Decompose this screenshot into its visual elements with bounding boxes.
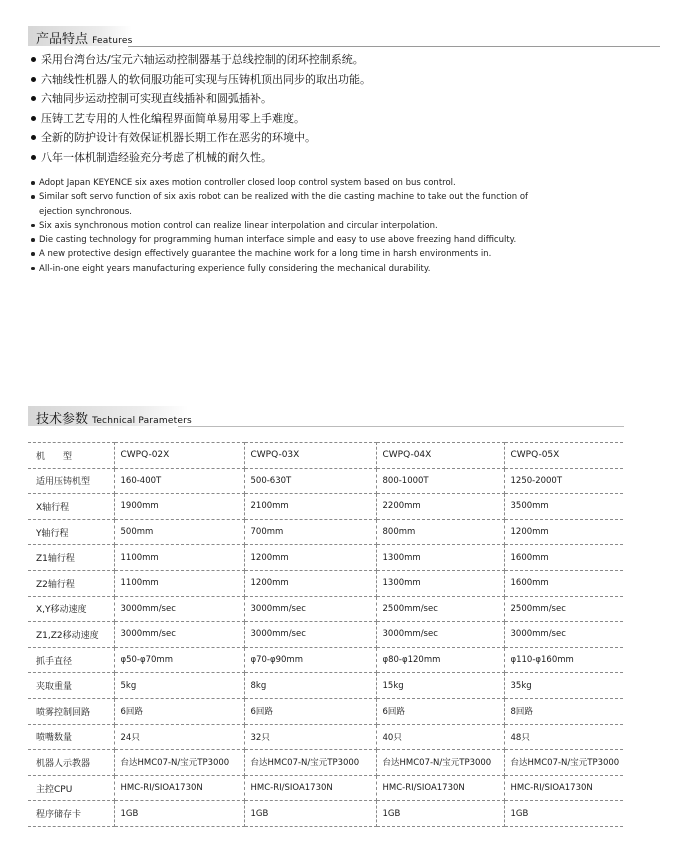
spec-value-cell: 1600mm <box>504 545 623 571</box>
tech-title <box>36 408 192 427</box>
feature-en-item: A new protective design effectively guarantee the machine work for a long time in harsh environments in. <box>30 247 530 261</box>
spec-value-cell: 8kg <box>244 673 376 699</box>
spec-model-cell: CWPQ-03X <box>244 443 376 469</box>
spec-value-cell: 160-400T <box>114 468 244 494</box>
spec-value-cell: 1200mm <box>504 519 623 545</box>
spec-value-cell: 2200mm <box>376 494 504 520</box>
spec-value-cell: 800mm <box>376 519 504 545</box>
feature-zh-item: 六轴线性机器人的软伺服功能可实现与压铸机顶出同步的取出功能。 <box>30 70 371 90</box>
spec-row <box>28 673 623 699</box>
features-title <box>36 28 132 47</box>
spec-row-label: 主控CPU <box>28 775 114 801</box>
spec-value-cell: HMC-RI/SIOA1730N <box>376 775 504 801</box>
spec-row <box>28 570 623 596</box>
spec-row-label: 夹取重量 <box>28 673 114 699</box>
spec-value-cell: 500-630T <box>244 468 376 494</box>
spec-value-cell: HMC-RI/SIOA1730N <box>244 775 376 801</box>
spec-value-cell: 35kg <box>504 673 623 699</box>
feature-en-item: Six axis synchronous motion control can realize linear interpolation and circular interpolation. <box>30 219 530 233</box>
spec-row <box>28 545 623 571</box>
spec-row <box>28 647 623 673</box>
spec-value-cell: 3000mm/sec <box>376 622 504 648</box>
spec-value-cell: 1200mm <box>244 570 376 596</box>
spec-table-body <box>28 443 623 827</box>
spec-value-cell: φ70-φ90mm <box>244 647 376 673</box>
spec-value-cell: 15kg <box>376 673 504 699</box>
feature-zh-item: 采用台湾台达/宝元六轴运动控制器基于总线控制的闭环控制系统。 <box>30 50 371 70</box>
feature-zh-item: 全新的防护设计有效保证机器长期工作在恶劣的环境中。 <box>30 128 371 148</box>
spec-row <box>28 801 623 827</box>
spec-row <box>28 724 623 750</box>
spec-value-cell: 台达HMC07-N/宝元TP3000 <box>376 750 504 776</box>
spec-value-cell: 1600mm <box>504 570 623 596</box>
spec-value-cell: 8回路 <box>504 698 623 724</box>
spec-row <box>28 494 623 520</box>
spec-value-cell: 1GB <box>376 801 504 827</box>
spec-value-cell: HMC-RI/SIOA1730N <box>114 775 244 801</box>
feature-zh-item: 六轴同步运动控制可实现直线插补和圆弧插补。 <box>30 89 371 109</box>
spec-row <box>28 698 623 724</box>
tech-title-en: Technical Parameters <box>92 416 192 426</box>
spec-value-cell: φ50-φ70mm <box>114 647 244 673</box>
spec-row <box>28 468 623 494</box>
spec-value-cell: 台达HMC07-N/宝元TP3000 <box>504 750 623 776</box>
spec-row <box>28 596 623 622</box>
spec-row-label: 抓手直径 <box>28 647 114 673</box>
spec-row-label: 适用压铸机型 <box>28 468 114 494</box>
feature-zh-item: 压铸工艺专用的人性化编程界面简单易用零上手难度。 <box>30 109 371 129</box>
spec-row-label: X,Y移动速度 <box>28 596 114 622</box>
spec-model-cell: CWPQ-04X <box>376 443 504 469</box>
spec-value-cell: 1300mm <box>376 570 504 596</box>
features-title-en: Features <box>92 36 133 46</box>
spec-header-row <box>28 443 623 469</box>
spec-model-cell: CWPQ-02X <box>114 443 244 469</box>
spec-row-label: 喷嘴数量 <box>28 724 114 750</box>
spec-value-cell: φ110-φ160mm <box>504 647 623 673</box>
feature-en-item: Die casting technology for programming human interface simple and easy to use above freezing hand difficulty. <box>30 233 530 247</box>
spec-row-label: Z2轴行程 <box>28 570 114 596</box>
spec-row <box>28 750 623 776</box>
spec-value-cell: 3000mm/sec <box>504 622 623 648</box>
features-list-zh <box>30 50 371 167</box>
feature-en-item: Similar soft servo function of six axis robot can be realized with the die casting machine to take out the function of ejection synchronous. <box>30 190 530 219</box>
spec-value-cell: 48只 <box>504 724 623 750</box>
features-title-zh: 产品特点 <box>36 32 89 47</box>
feature-en-item: All-in-one eight years manufacturing experience fully considering the mechanical durability. <box>30 262 530 276</box>
spec-value-cell: 24只 <box>114 724 244 750</box>
spec-row-label: 喷雾控制回路 <box>28 698 114 724</box>
spec-value-cell: 1100mm <box>114 545 244 571</box>
spec-value-cell: 6回路 <box>244 698 376 724</box>
spec-value-cell: 40只 <box>376 724 504 750</box>
spec-value-cell: 1900mm <box>114 494 244 520</box>
tech-title-zh: 技术参数 <box>36 412 89 427</box>
spec-row-label: 机器人示教器 <box>28 750 114 776</box>
feature-zh-item: 八年一体机制造经验充分考虑了机械的耐久性。 <box>30 148 371 168</box>
spec-row-label: 机 型 <box>28 443 114 469</box>
spec-value-cell: 32只 <box>244 724 376 750</box>
spec-row-label: 程序储存卡 <box>28 801 114 827</box>
spec-value-cell: 1GB <box>114 801 244 827</box>
spec-value-cell: 800-1000T <box>376 468 504 494</box>
spec-row <box>28 622 623 648</box>
spec-value-cell: 2500mm/sec <box>376 596 504 622</box>
spec-value-cell: 台达HMC07-N/宝元TP3000 <box>244 750 376 776</box>
spec-value-cell: HMC-RI/SIOA1730N <box>504 775 623 801</box>
features-divider <box>128 46 660 47</box>
spec-value-cell: 2100mm <box>244 494 376 520</box>
spec-value-cell: φ80-φ120mm <box>376 647 504 673</box>
spec-value-cell: 2500mm/sec <box>504 596 623 622</box>
spec-value-cell: 1GB <box>244 801 376 827</box>
spec-value-cell: 700mm <box>244 519 376 545</box>
features-list-en <box>30 176 530 276</box>
spec-value-cell: 6回路 <box>376 698 504 724</box>
spec-value-cell: 3000mm/sec <box>244 596 376 622</box>
spec-value-cell: 500mm <box>114 519 244 545</box>
spec-value-cell: 3500mm <box>504 494 623 520</box>
spec-row-label: Z1轴行程 <box>28 545 114 571</box>
feature-en-item: Adopt Japan KEYENCE six axes motion controller closed loop control system based on bus control. <box>30 176 530 190</box>
spec-row-label: X轴行程 <box>28 494 114 520</box>
spec-row <box>28 519 623 545</box>
spec-value-cell: 台达HMC07-N/宝元TP3000 <box>114 750 244 776</box>
tech-divider <box>178 426 624 427</box>
spec-row <box>28 775 623 801</box>
spec-value-cell: 1250-2000T <box>504 468 623 494</box>
spec-row-label: Z1,Z2移动速度 <box>28 622 114 648</box>
spec-value-cell: 6回路 <box>114 698 244 724</box>
spec-table <box>28 442 623 827</box>
spec-value-cell: 1200mm <box>244 545 376 571</box>
spec-value-cell: 1300mm <box>376 545 504 571</box>
spec-value-cell: 3000mm/sec <box>114 622 244 648</box>
spec-model-cell: CWPQ-05X <box>504 443 623 469</box>
spec-value-cell: 5kg <box>114 673 244 699</box>
spec-row-label: Y轴行程 <box>28 519 114 545</box>
spec-value-cell: 1100mm <box>114 570 244 596</box>
spec-value-cell: 3000mm/sec <box>114 596 244 622</box>
spec-value-cell: 1GB <box>504 801 623 827</box>
spec-value-cell: 3000mm/sec <box>244 622 376 648</box>
